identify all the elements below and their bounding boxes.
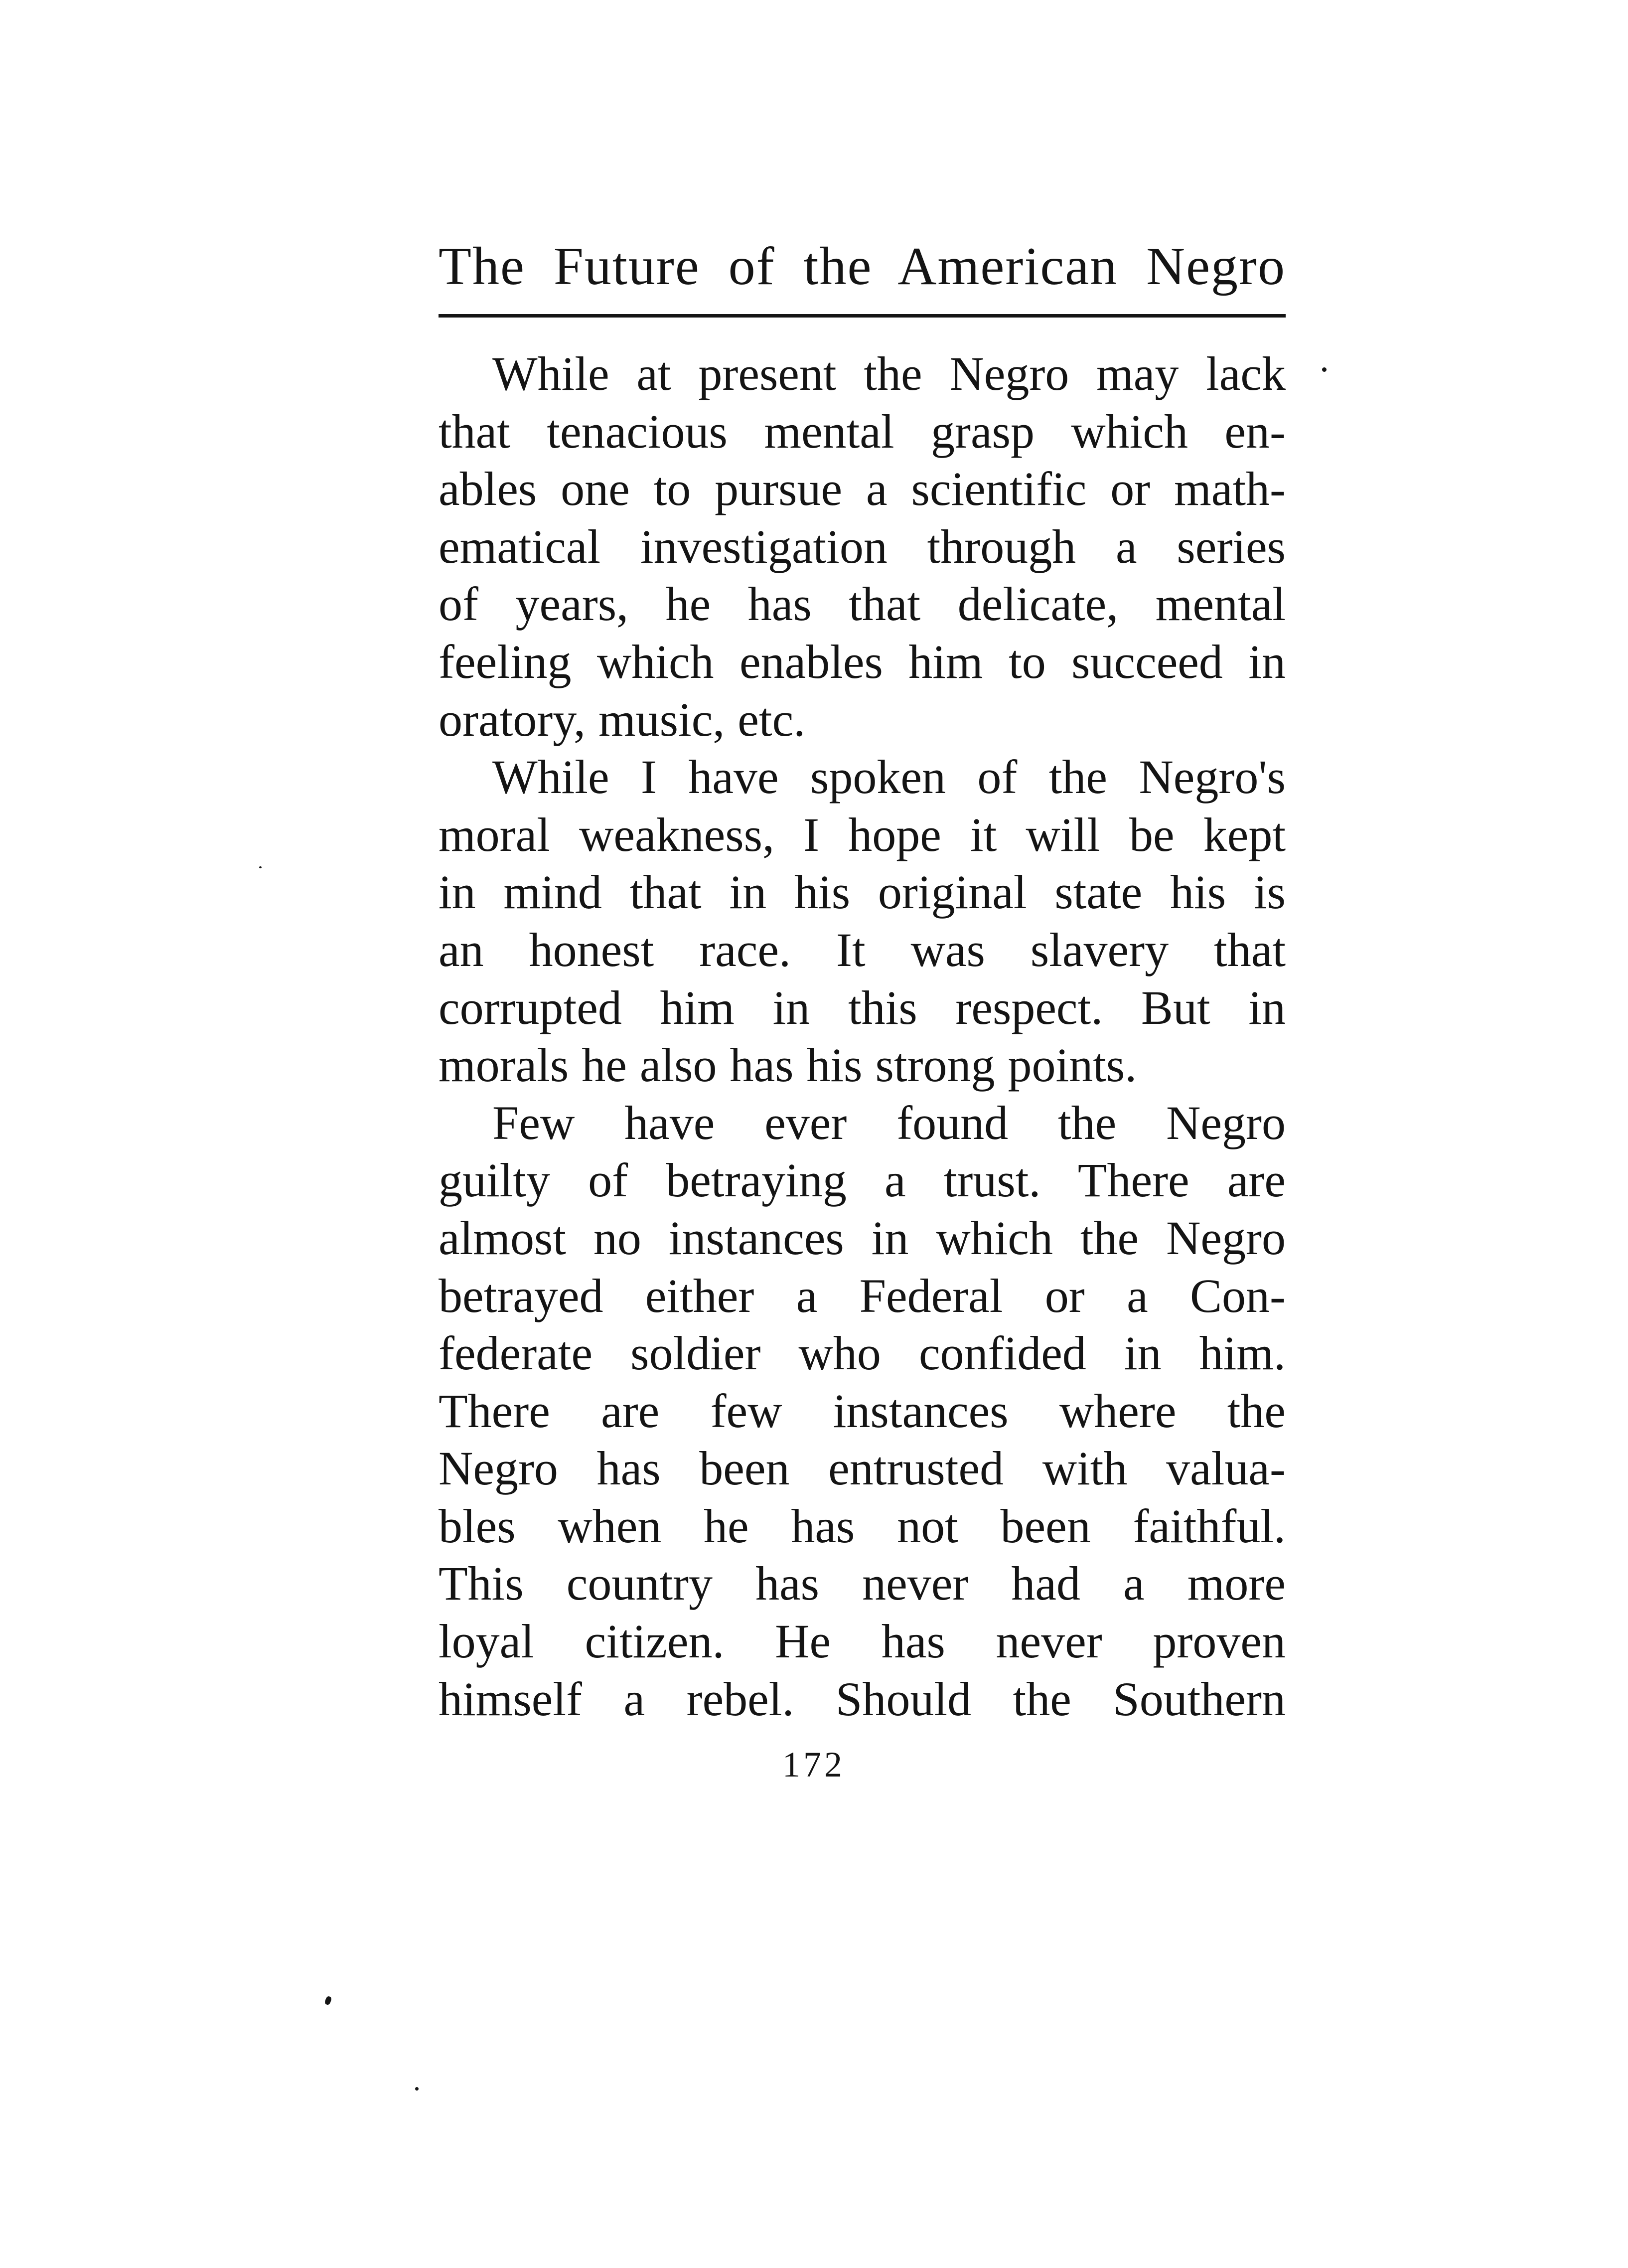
text-line: guilty of betraying a trust. There are — [439, 1153, 1286, 1207]
text-line: almost no instances in which the Negro — [439, 1211, 1286, 1265]
text-line: While at present the Negro may lack — [492, 347, 1286, 400]
scan-speck — [259, 866, 262, 868]
text-line: an honest race. It was slavery that — [439, 923, 1286, 976]
scan-speck — [1322, 367, 1327, 372]
text-line: betrayed either a Federal or a Con- — [439, 1269, 1286, 1322]
body-text — [439, 345, 1286, 1728]
text-line: While I have spoken of the Negro's — [492, 750, 1286, 804]
text-line: loyal citizen. He has never proven — [439, 1615, 1286, 1668]
header-rule — [439, 314, 1286, 318]
text-line: There are few instances where the — [439, 1384, 1286, 1438]
text-line: feeling which enables him to succeed in — [439, 635, 1286, 688]
text-line: moral weakness, I hope it will be kept — [439, 808, 1286, 861]
text-line: bles when he has not been faithful. — [439, 1499, 1286, 1553]
text-line: himself a rebel. Should the Southern — [439, 1672, 1286, 1726]
text-line: ematical investigation through a series — [439, 519, 1286, 573]
text-line: Few have ever found the Negro — [492, 1096, 1286, 1149]
text-line: morals he also has his strong points. — [439, 1038, 1137, 1092]
running-head: The Future of the American Negro — [439, 237, 1286, 296]
text-line: Negro has been entrusted with valua- — [439, 1442, 1286, 1495]
text-line: oratory, music, etc. — [439, 692, 806, 746]
scan-speck — [324, 1996, 332, 2006]
text-line: This country has never had a more — [439, 1557, 1286, 1611]
text-line: ables one to pursue a scientific or math- — [439, 462, 1286, 516]
text-line: that tenacious mental grasp which en- — [439, 404, 1286, 458]
text-line: in mind that in his original state his is — [439, 865, 1286, 919]
text-line: of years, he has that delicate, mental — [439, 577, 1286, 631]
text-line: corrupted him in this respect. But in — [439, 980, 1286, 1034]
page-number: 172 — [782, 1745, 845, 1784]
scan-speck — [415, 2087, 419, 2091]
text-line: federate soldier who confided in him. — [439, 1326, 1286, 1380]
